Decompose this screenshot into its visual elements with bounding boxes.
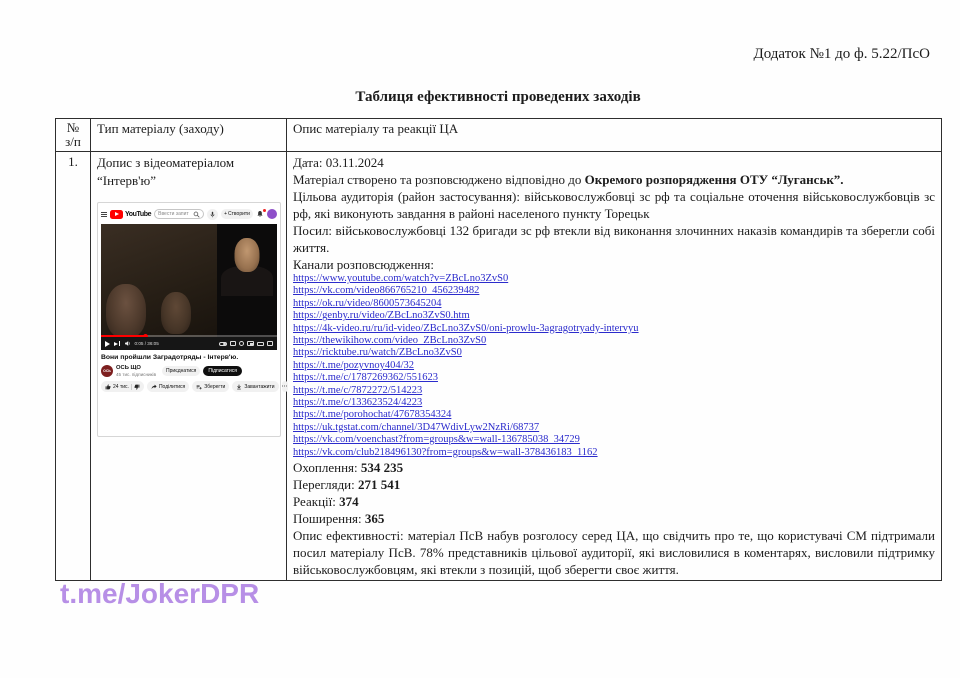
player-controls-right [219, 341, 273, 346]
plus-icon: + [224, 211, 228, 217]
telegram-watermark: t.me/JokerDPR [60, 578, 260, 609]
youtube-logo-text: YouTube [125, 210, 152, 218]
effectiveness-table [55, 118, 942, 581]
date-line: Дата: 03.11.2024 [293, 155, 384, 170]
like-dislike-pill[interactable] [101, 381, 144, 392]
hamburger-menu-icon[interactable] [101, 211, 107, 218]
column-header-num-line1: № [66, 120, 80, 135]
audience-line: Цільова аудиторія (район застосування): військовослужбовці зс рф та соціальне оточення військовослужбовців зс рф, які виконують завдання в районі населеного пункту Торецьк [293, 189, 935, 221]
channel-link[interactable]: https://www.youtube.com/watch?v=ZBcLno3ZvS0 [293, 273, 509, 284]
save-button[interactable] [192, 381, 229, 392]
channel-link[interactable]: https://uk.tgstat.com/channel/3D47WdivLyw2NzRi/68737 [293, 421, 540, 433]
search-icon[interactable] [193, 211, 200, 218]
channel-link[interactable]: https://thewikihow.com/video_ZBcLno3ZvS0 [293, 335, 487, 347]
more-actions-button[interactable]: ⋯ [282, 381, 289, 392]
theater-icon[interactable] [257, 342, 264, 346]
person-silhouette [235, 238, 260, 272]
person-silhouette [106, 284, 146, 338]
channel-link[interactable]: https://t.me/c/1787269362/551623 [293, 372, 438, 384]
channel-link[interactable]: https://genby.ru/video/ZBcLno3ZvS0.htm [293, 310, 470, 322]
channel-link[interactable]: https://vk.com/video866765210_456239482 [293, 285, 480, 297]
column-header-desc: Опис матеріалу та реакції ЦА [287, 119, 942, 152]
volume-icon[interactable] [124, 340, 131, 347]
table-row [56, 152, 942, 581]
mic-icon[interactable] [207, 209, 218, 220]
download-button[interactable] [232, 381, 278, 392]
channel-link[interactable]: https://ricktube.ru/watch/ZBcLno3ZvS0 [293, 347, 462, 359]
channel-link[interactable]: https://4k-video.ru/ru/id-video/ZBcLno3ZvS0/oni-prowlu-3agragotryady-intervyu [293, 322, 639, 334]
channel-link[interactable]: https://ok.ru/video/8600573645204 [293, 297, 442, 309]
channel-link[interactable]: https://t.me/pozyvnoy404/32 [293, 359, 415, 371]
metric-views [293, 476, 935, 493]
row-number: 1. [56, 152, 91, 581]
appendix-label: Додаток №1 до ф. 5.22/ПсО [753, 46, 930, 62]
download-icon [236, 384, 242, 390]
youtube-logo[interactable] [110, 210, 151, 219]
video-player[interactable] [101, 224, 277, 350]
fullscreen-icon[interactable] [267, 341, 273, 346]
metric-value: 534 235 [360, 460, 404, 476]
channel-row [101, 365, 277, 377]
material-type-line2: “Інтерв'ю” [97, 173, 156, 188]
settings-icon[interactable] [239, 341, 244, 346]
metric-label: Реакції: [293, 494, 340, 510]
miniplayer-icon[interactable] [247, 341, 254, 346]
thumbs-down-icon[interactable] [134, 384, 140, 390]
youtube-play-icon [110, 210, 123, 219]
video-frame-left [101, 224, 217, 350]
channel-name[interactable]: ОСЬ ЩО [116, 365, 141, 372]
channel-subscribers: 45 тис. підписників [116, 371, 157, 377]
metric-value: 365 [364, 511, 385, 527]
notification-badge [262, 208, 267, 213]
metric-reach [293, 459, 935, 476]
column-header-num [56, 119, 91, 152]
material-type-line1: Допис з відеоматеріалом [97, 155, 235, 170]
description-cell [287, 152, 942, 581]
metric-reactions [293, 493, 935, 510]
youtube-topbar [101, 207, 277, 221]
thumbs-up-icon[interactable] [105, 384, 111, 390]
play-icon[interactable] [105, 341, 110, 347]
metric-label: Поширення: [293, 511, 365, 527]
material-type-cell [91, 152, 287, 581]
metric-label: Перегляди: [293, 477, 358, 493]
effectiveness-text: Опис ефективності: матеріал ПсВ набув розголосу серед ЦА, що свідчить про те, що користувачі СМ підтримали посил матеріалу ПсВ. 78% представників цільової аудиторії, які висловилися в коментарях, висловили підтримку військовослужбовцям, які втекли з позицій, щоб зберегти своє життя. [293, 528, 935, 578]
search-text: Ввести запит [158, 211, 189, 217]
search-input[interactable] [154, 209, 204, 219]
metric-value: 271 541 [358, 477, 401, 493]
person-silhouette [161, 292, 191, 334]
download-label: Завантажити [244, 383, 275, 390]
table-header-row [56, 119, 942, 152]
subscribe-button[interactable]: Підписатися [203, 366, 242, 376]
channel-link[interactable]: https://t.me/porohochat/47678354324 [293, 409, 452, 421]
next-icon[interactable] [114, 341, 120, 346]
share-icon [151, 384, 157, 390]
metric-label: Охоплення: [293, 460, 361, 476]
subtitles-icon[interactable] [230, 341, 236, 346]
join-button[interactable]: Приєднатися [162, 366, 200, 376]
user-avatar[interactable] [267, 209, 277, 219]
page-title: Таблиця ефективності проведених заходів [355, 89, 641, 105]
channel-links [293, 273, 935, 459]
channels-label: Канали розповсюдження: [293, 257, 434, 272]
channel-link[interactable]: https://vk.com/club218496130?from=groups&w=wall-378436183_1162 [293, 446, 598, 458]
save-label: Зберегти [204, 383, 226, 390]
share-label: Поділитися [158, 383, 186, 390]
channel-link[interactable]: https://t.me/c/7872272/514223 [293, 384, 423, 396]
channel-link[interactable]: https://vk.com/voenchast?from=groups&w=wall-136785038_34729 [293, 434, 580, 446]
playlist-add-icon [196, 384, 202, 390]
share-button[interactable] [147, 381, 189, 392]
player-controls [101, 337, 277, 350]
creation-order-bold: Окремого розпорядження ОТУ “Луганськ”. [584, 172, 844, 187]
notifications-icon[interactable] [256, 210, 264, 218]
message-line: Посил: військовослужбовці 132 бригади зс рф втекли від виконання злочинних наказів командирів та зберегли собі життя. [293, 223, 935, 255]
creation-line [293, 171, 935, 188]
video-frame-right [217, 224, 277, 350]
video-actions [101, 381, 288, 392]
youtube-screenshot [97, 202, 288, 437]
create-button[interactable] [221, 209, 253, 219]
column-header-num-line2: з/п [65, 134, 81, 149]
column-header-type: Тип матеріалу (заходу) [91, 119, 287, 152]
create-button-label: Створити [228, 211, 250, 217]
channel-link[interactable]: https://t.me/c/133623524/4223 [293, 397, 423, 409]
video-title: Вони пройшли Заградотряды - Інтерв'ю. [101, 354, 239, 361]
like-count: 24 тис. [113, 383, 129, 390]
time-display: 0:05 / 36:05 [134, 341, 159, 346]
metric-value: 374 [339, 494, 359, 510]
channel-avatar[interactable]: ОСЬ [101, 365, 113, 377]
autoplay-toggle-icon[interactable] [219, 342, 227, 346]
creation-prefix: Матеріал створено та розповсюджено відповідно до [293, 172, 585, 187]
metric-shares [293, 510, 935, 527]
